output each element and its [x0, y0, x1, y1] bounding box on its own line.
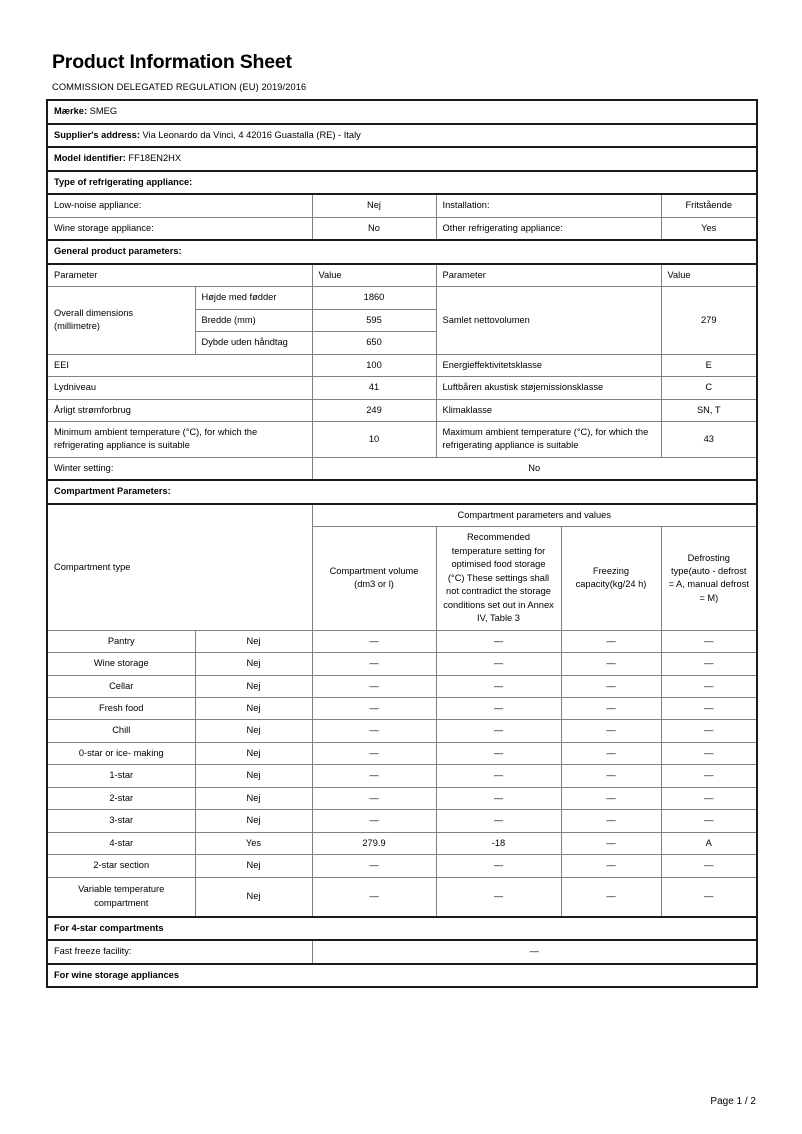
compartment-volume-2-star: — — [312, 787, 436, 809]
compartment-present-2-star: Nej — [195, 787, 312, 809]
type-row-1 — [47, 217, 757, 240]
freezing-capacity-header — [561, 527, 661, 630]
table-row — [47, 742, 757, 764]
compartment-temperature-3-star: — — [436, 810, 561, 832]
noise-emission-class-label: Luftbåren akustisk støjemissionsklasse — [436, 377, 661, 399]
model-identifier-value: FF18EN2HX — [128, 153, 182, 164]
compartment-volume-header — [312, 527, 436, 630]
recommended-temperature-header: Recommended temperature setting for optimised food storage (°C) These settings shall not contradict the storage conditions set out in Annex IV, Table 3 — [436, 527, 561, 630]
compartment-freezing-2-star: — — [561, 787, 661, 809]
column-header-parameter-right: Parameter — [436, 264, 661, 287]
compartment-temperature-pantry: — — [436, 630, 561, 652]
overall-dimensions-label — [47, 287, 195, 354]
table-row — [47, 653, 757, 675]
compartment-freezing-0-star: — — [561, 742, 661, 764]
compartment-volume-1-star: — — [312, 765, 436, 787]
compartment-freezing-pantry: — — [561, 630, 661, 652]
dimension-value-width: 595 — [312, 309, 436, 331]
type-section-heading: Type of refrigerating appliance: — [47, 171, 757, 194]
annual-energy-value: 249 — [312, 399, 436, 421]
supplier-address-cell — [47, 124, 757, 147]
page-title: Product Information Sheet — [52, 51, 292, 73]
compartment-type-cellar: Cellar — [47, 675, 195, 697]
brand-row — [47, 100, 757, 123]
table-row — [47, 832, 757, 854]
model-identifier-row — [47, 147, 757, 170]
compartment-volume-header-line2: (dm3 or l) — [354, 579, 394, 590]
noise-level-value: 41 — [312, 377, 436, 399]
compartment-type-chill: Chill — [47, 720, 195, 742]
compartment-type-pantry: Pantry — [47, 630, 195, 652]
compartment-present-pantry: Nej — [195, 630, 312, 652]
compartment-defrosting-cellar: — — [661, 675, 757, 697]
compartment-defrosting-1-star: — — [661, 765, 757, 787]
regulation-reference: COMMISSION DELEGATED REGULATION (EU) 2019/2016 — [52, 82, 307, 93]
table-row — [47, 787, 757, 809]
compartment-type-0-star: 0-star or ice- making — [47, 742, 195, 764]
column-header-value-right: Value — [661, 264, 757, 287]
freezing-capacity-header-line1: Freezing — [592, 566, 630, 576]
compartment-section-heading: Compartment Parameters: — [47, 480, 757, 503]
compartment-volume-pantry: — — [312, 630, 436, 652]
compartment-present-cellar: Nej — [195, 675, 312, 697]
brand-label: Mærke: — [54, 106, 88, 117]
installation-value: Fritstående — [661, 194, 757, 217]
energy-efficiency-class-label: Energieffektivitetsklasse — [436, 354, 661, 376]
installation-label: Installation: — [436, 194, 661, 217]
compartment-freezing-1-star: — — [561, 765, 661, 787]
compartment-freezing-3-star: — — [561, 810, 661, 832]
compartment-present-1-star: Nej — [195, 765, 312, 787]
compartment-present-wine-storage: Nej — [195, 653, 312, 675]
dimension-value-depth: 650 — [312, 332, 436, 354]
compartment-type-header: Compartment type — [47, 504, 312, 630]
compartment-volume-0-star: — — [312, 742, 436, 764]
wine-storage-appliance-value: No — [312, 217, 436, 240]
compartment-present-chill: Nej — [195, 720, 312, 742]
general-row-energy — [47, 399, 757, 421]
document-page — [46, 45, 756, 988]
compartment-defrosting-3-star: — — [661, 810, 757, 832]
eei-label: EEI — [47, 354, 312, 376]
climate-class-value: SN, T — [661, 399, 757, 421]
compartment-temperature-chill: — — [436, 720, 561, 742]
compartment-defrosting-0-star: — — [661, 742, 757, 764]
compartment-volume-chill: — — [312, 720, 436, 742]
compartment-freezing-chill: — — [561, 720, 661, 742]
compartment-freezing-variable-temperature: — — [561, 877, 661, 917]
compartment-defrosting-4-star: A — [661, 832, 757, 854]
general-section-heading: General product parameters: — [47, 240, 757, 263]
compartment-present-fresh-food: Nej — [195, 698, 312, 720]
supplier-address-row — [47, 124, 757, 147]
general-row-noise — [47, 377, 757, 399]
compartment-present-2-star-section: Nej — [195, 855, 312, 877]
compartment-volume-2-star-section: — — [312, 855, 436, 877]
low-noise-value: Nej — [312, 194, 436, 217]
min-ambient-temperature-label: Minimum ambient temperature (°C), for which the refrigerating appliance is suitable — [47, 421, 312, 457]
brand-value: SMEG — [89, 106, 118, 117]
compartment-present-3-star: Nej — [195, 810, 312, 832]
wine-section-heading-row — [47, 964, 757, 987]
compartment-volume-variable-temperature: — — [312, 877, 436, 917]
dimension-name-width: Bredde (mm) — [195, 309, 312, 331]
model-identifier-label: Model identifier: — [54, 153, 126, 164]
compartment-defrosting-pantry: — — [661, 630, 757, 652]
table-row — [47, 698, 757, 720]
type-row-0 — [47, 194, 757, 217]
compartment-defrosting-chill: — — [661, 720, 757, 742]
compartment-freezing-cellar: — — [561, 675, 661, 697]
wine-storage-appliance-label: Wine storage appliance: — [47, 217, 312, 240]
compartment-temperature-2-star: — — [436, 787, 561, 809]
min-ambient-temperature-value: 10 — [312, 421, 436, 457]
compartment-volume-3-star: — — [312, 810, 436, 832]
compartment-temperature-variable-temperature: — — [436, 877, 561, 917]
compartment-volume-header-line1: Compartment volume — [329, 566, 419, 576]
freezing-capacity-header-line2: capacity(kg/24 h) — [575, 579, 647, 590]
compartment-volume-fresh-food: — — [312, 698, 436, 720]
fast-freeze-label: Fast freeze facility: — [47, 940, 312, 963]
total-net-volume-label: Samlet nettovolumen — [436, 287, 661, 354]
four-star-section-heading-row — [47, 917, 757, 940]
compartment-type-2-star-section: 2-star section — [47, 855, 195, 877]
compartment-type-4-star: 4-star — [47, 832, 195, 854]
compartment-freezing-fresh-food: — — [561, 698, 661, 720]
product-information-table — [46, 99, 758, 988]
winter-setting-value: No — [312, 457, 757, 480]
supplier-address-value: Via Leonardo da Vinci, 4 42016 Guastalla (RE) - Italy — [142, 129, 361, 140]
general-row-eei — [47, 354, 757, 376]
compartment-present-4-star: Yes — [195, 832, 312, 854]
wine-section-heading: For wine storage appliances — [47, 964, 757, 987]
other-refrigerating-appliance-value: Yes — [661, 217, 757, 240]
compartment-freezing-2-star-section: — — [561, 855, 661, 877]
general-column-header-row — [47, 264, 757, 287]
defrosting-type-header: Defrosting type(auto - defrost = A, manual defrost = M) — [661, 527, 757, 630]
column-header-value-left: Value — [312, 264, 436, 287]
page-footer: Page 1 / 2 — [710, 1096, 756, 1107]
overall-dimensions-label-line2: (millimetre) — [54, 321, 100, 332]
model-identifier-cell — [47, 147, 757, 170]
noise-level-label: Lydniveau — [47, 377, 312, 399]
compartment-section-heading-row — [47, 480, 757, 503]
compartment-present-0-star: Nej — [195, 742, 312, 764]
table-row — [47, 765, 757, 787]
general-section-heading-row — [47, 240, 757, 263]
other-refrigerating-appliance-label: Other refrigerating appliance: — [436, 217, 661, 240]
energy-efficiency-class-value: E — [661, 354, 757, 376]
compartment-volume-cellar: — — [312, 675, 436, 697]
compartment-freezing-4-star: — — [561, 832, 661, 854]
max-ambient-temperature-value: 43 — [661, 421, 757, 457]
table-row — [47, 855, 757, 877]
compartment-type-fresh-food: Fresh food — [47, 698, 195, 720]
compartment-temperature-1-star: — — [436, 765, 561, 787]
compartment-type-1-star: 1-star — [47, 765, 195, 787]
table-row — [47, 675, 757, 697]
climate-class-label: Klimaklasse — [436, 399, 661, 421]
compartment-defrosting-variable-temperature: — — [661, 877, 757, 917]
compartment-defrosting-2-star-section: — — [661, 855, 757, 877]
winter-setting-row — [47, 457, 757, 480]
total-net-volume-value: 279 — [661, 287, 757, 354]
compartment-temperature-wine-storage: — — [436, 653, 561, 675]
compartment-present-variable-temperature: Nej — [195, 877, 312, 917]
compartment-group-header-row — [47, 504, 757, 527]
compartment-volume-4-star: 279.9 — [312, 832, 436, 854]
dimension-value-height: 1860 — [312, 287, 436, 309]
compartment-temperature-cellar: — — [436, 675, 561, 697]
brand-cell — [47, 100, 757, 123]
type-section-heading-row — [47, 171, 757, 194]
table-row — [47, 720, 757, 742]
compartment-temperature-4-star: -18 — [436, 832, 561, 854]
column-header-parameter-left: Parameter — [47, 264, 312, 287]
annual-energy-label: Årligt strømforbrug — [47, 399, 312, 421]
compartment-type-3-star: 3-star — [47, 810, 195, 832]
dimension-name-height: Højde med fødder — [195, 287, 312, 309]
noise-emission-class-value: C — [661, 377, 757, 399]
compartment-type-variable-temperature: Variable temperature compartment — [47, 877, 195, 917]
table-row — [47, 630, 757, 652]
compartment-volume-wine-storage: — — [312, 653, 436, 675]
table-row — [47, 810, 757, 832]
general-row-ambient — [47, 421, 757, 457]
four-star-section-heading: For 4-star compartments — [47, 917, 757, 940]
compartment-freezing-wine-storage: — — [561, 653, 661, 675]
compartment-temperature-2-star-section: — — [436, 855, 561, 877]
overall-dimensions-label-line1: Overall dimensions — [54, 307, 134, 318]
max-ambient-temperature-label: Maximum ambient temperature (°C), for which the refrigerating appliance is suitable — [436, 421, 661, 457]
compartment-defrosting-wine-storage: — — [661, 653, 757, 675]
low-noise-label: Low-noise appliance: — [47, 194, 312, 217]
compartment-type-2-star: 2-star — [47, 787, 195, 809]
compartment-defrosting-2-star: — — [661, 787, 757, 809]
supplier-address-label: Supplier's address: — [54, 129, 140, 140]
fast-freeze-value: — — [312, 940, 757, 963]
winter-setting-label: Winter setting: — [47, 457, 312, 480]
compartment-defrosting-fresh-food: — — [661, 698, 757, 720]
compartment-type-wine-storage: Wine storage — [47, 653, 195, 675]
overall-dimensions-row-0 — [47, 287, 757, 309]
compartment-parameters-group-header: Compartment parameters and values — [312, 504, 757, 527]
compartment-temperature-0-star: — — [436, 742, 561, 764]
eei-value: 100 — [312, 354, 436, 376]
dimension-name-depth: Dybde uden håndtag — [195, 332, 312, 354]
fast-freeze-row — [47, 940, 757, 963]
table-row — [47, 877, 757, 917]
compartment-temperature-fresh-food: — — [436, 698, 561, 720]
